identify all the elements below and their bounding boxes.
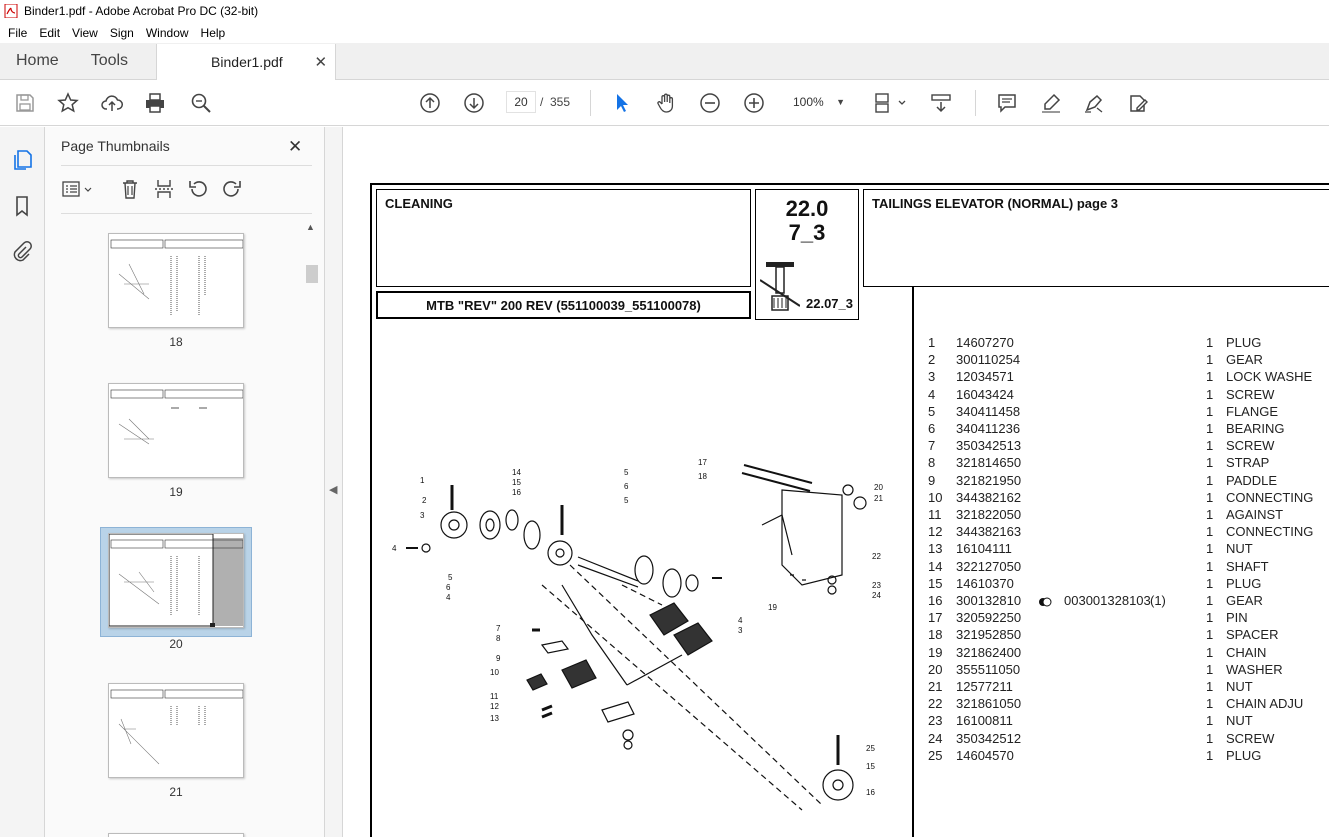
thumbnail-page-next[interactable]: [100, 833, 276, 837]
thumbnail-image: [108, 383, 244, 478]
description: CHAIN ADJU: [1226, 696, 1304, 712]
quantity: 1: [1206, 335, 1214, 350]
bookmarks-icon[interactable]: [11, 195, 33, 217]
item-number: 17: [928, 610, 943, 626]
menu-help[interactable]: Help: [200, 25, 226, 40]
description: PIN: [1226, 610, 1248, 626]
svg-text:11: 11: [490, 692, 499, 701]
part-symbol-icon: [760, 260, 800, 318]
part-number: 12577211: [956, 679, 1013, 694]
thumbnail-image: [108, 533, 244, 628]
item-number: 7: [928, 438, 936, 454]
pdf-page: [370, 183, 1329, 837]
description: SCREW: [1226, 386, 1275, 402]
svg-text:13: 13: [490, 714, 499, 723]
description: SCREW: [1226, 730, 1275, 746]
item-number: 3: [928, 369, 936, 385]
part-number: 14607270: [956, 335, 1014, 350]
edit-pdf-icon[interactable]: [1127, 92, 1149, 114]
description: SCREW: [1226, 438, 1275, 454]
toolbar: [0, 80, 1329, 126]
part-number: 14604570: [956, 747, 1014, 763]
group-code-box: [755, 189, 859, 320]
svg-text:17: 17: [698, 458, 707, 467]
tab-home[interactable]: Home: [16, 52, 59, 69]
thumbnail-page-18[interactable]: [100, 233, 276, 363]
sign-pen-icon[interactable]: [1083, 92, 1105, 114]
description: PADDLE: [1226, 472, 1278, 488]
svg-text:9: 9: [496, 654, 501, 663]
description: SHAFT: [1226, 558, 1269, 574]
rotate-left-icon[interactable]: [187, 177, 209, 201]
description: AGAINST: [1226, 507, 1284, 522]
description: CONNECTING: [1226, 489, 1314, 505]
quantity: 1: [1206, 489, 1214, 505]
quantity: 1: [1206, 747, 1214, 763]
item-number: 12: [928, 524, 943, 540]
quantity: 1: [1206, 679, 1214, 694]
item-number: 1: [928, 335, 936, 350]
description: SPACER: [1226, 627, 1279, 643]
item-number: 11: [928, 507, 942, 522]
part-number: 355511050: [956, 661, 1021, 677]
chevron-down-icon: ▼: [836, 97, 845, 107]
menu-window[interactable]: Window: [145, 25, 189, 40]
item-number: 2: [928, 352, 936, 368]
part-number: 16100811: [956, 713, 1013, 729]
svg-text:15: 15: [512, 478, 521, 487]
svg-text:16: 16: [512, 488, 521, 497]
svg-text:20: 20: [874, 483, 883, 492]
svg-text:16: 16: [866, 788, 875, 797]
thumbnail-label: 19: [169, 485, 183, 499]
svg-text:4: 4: [738, 616, 743, 625]
quantity: 1: [1206, 507, 1214, 522]
quantity: 1: [1206, 730, 1214, 746]
part-number: 320592250: [956, 610, 1022, 626]
part-number: 344382163: [956, 524, 1022, 540]
zoom-dropdown[interactable]: [787, 91, 851, 113]
bookmark-star-icon[interactable]: [57, 92, 79, 114]
svg-text:5: 5: [624, 468, 629, 477]
tab-document[interactable]: [156, 44, 336, 80]
toolbar-divider: [590, 90, 591, 116]
quantity: 1: [1206, 455, 1214, 471]
svg-text:22: 22: [872, 552, 881, 561]
next-page-icon[interactable]: [463, 92, 485, 114]
page-separator: /: [540, 95, 544, 109]
description: PLUG: [1226, 575, 1262, 591]
quantity: 1: [1206, 713, 1214, 729]
svg-text:3: 3: [738, 626, 743, 635]
description: PLUG: [1226, 747, 1262, 763]
tab-tools[interactable]: Tools: [90, 52, 129, 69]
zoom-value: 100%: [793, 95, 824, 109]
quantity: 1: [1206, 593, 1214, 608]
acrobat-icon: [4, 4, 18, 18]
comment-icon[interactable]: [996, 92, 1018, 114]
item-number: 16: [928, 593, 943, 608]
quantity: 1: [1206, 627, 1214, 643]
item-number: 10: [928, 489, 943, 505]
quantity: 1: [1206, 696, 1214, 712]
quantity: 1: [1206, 403, 1214, 419]
document-view[interactable]: [344, 127, 1329, 837]
attachments-icon[interactable]: [11, 241, 33, 263]
replacement-symbol-icon: [1038, 595, 1052, 605]
page-number-input[interactable]: 20: [506, 91, 536, 113]
tab-bar: [0, 43, 1329, 80]
page-display-icon[interactable]: [873, 92, 909, 114]
description: CHAIN: [1226, 644, 1267, 660]
panel-title: Page Thumbnails: [61, 138, 170, 154]
item-number: 4: [928, 386, 936, 402]
item-number: 8: [928, 455, 936, 471]
part-number: 340411236: [956, 421, 1021, 436]
description: NUT: [1226, 713, 1253, 729]
exploded-parts-diagram: [382, 455, 892, 815]
thumbnail-image: [108, 233, 244, 328]
panel-collapse-bar[interactable]: [325, 127, 343, 837]
svg-text:7: 7: [496, 624, 501, 633]
quantity: 1: [1206, 352, 1214, 368]
save-icon[interactable]: [14, 92, 36, 114]
part-number: 321814650: [956, 455, 1022, 471]
thumbnail-label: 20: [169, 637, 183, 651]
description: BEARING: [1226, 421, 1285, 436]
description: CONNECTING: [1226, 524, 1314, 540]
svg-text:10: 10: [490, 668, 499, 677]
options-menu-icon[interactable]: [61, 177, 95, 201]
print-icon[interactable]: [144, 92, 166, 114]
description: WASHER: [1226, 661, 1283, 677]
svg-text:23: 23: [872, 581, 881, 590]
description: NUT: [1226, 541, 1253, 557]
svg-text:2: 2: [422, 496, 427, 505]
thumbnail-page-21[interactable]: [100, 683, 276, 813]
item-number: 6: [928, 421, 936, 436]
select-cursor-icon[interactable]: [611, 92, 633, 114]
item-number: 19: [928, 644, 943, 660]
menu-sign[interactable]: Sign: [109, 25, 134, 40]
item-number: 21: [928, 679, 943, 694]
document-title: TAILINGS ELEVATOR (NORMAL) page 3: [872, 196, 1119, 211]
zoom-search-icon[interactable]: [190, 92, 212, 114]
part-number: 16043424: [956, 386, 1014, 402]
item-number: 22: [928, 696, 943, 712]
page-total: 355: [550, 95, 571, 109]
model-label: MTB "REV" 200 REV (551100039_551100078): [426, 298, 701, 313]
svg-text:12: 12: [490, 702, 499, 711]
item-number: 23: [928, 713, 943, 729]
svg-text:3: 3: [420, 511, 425, 520]
title-box: [863, 189, 1329, 287]
part-number: 340411458: [956, 403, 1021, 419]
quantity: 1: [1206, 472, 1214, 488]
zoom-in-icon[interactable]: [743, 92, 765, 114]
zoom-out-icon[interactable]: [699, 92, 721, 114]
svg-text:24: 24: [872, 591, 881, 600]
scroll-mode-icon[interactable]: [930, 92, 952, 114]
item-number: 25: [928, 747, 943, 763]
section-label: CLEANING: [385, 196, 453, 211]
column-divider: [912, 287, 914, 837]
title-bar: [0, 0, 1329, 22]
item-number: 20: [928, 661, 943, 677]
description: PLUG: [1226, 335, 1262, 350]
thumbnail-image: [108, 683, 244, 778]
quantity: 1: [1206, 661, 1214, 677]
svg-text:19: 19: [768, 603, 777, 612]
model-box: [376, 291, 751, 319]
item-number: 15: [928, 575, 943, 591]
menu-file[interactable]: File: [8, 25, 28, 40]
description: NUT: [1226, 679, 1253, 694]
quantity: 1: [1206, 575, 1214, 591]
svg-text:1: 1: [420, 476, 425, 485]
thumbnail-page-20[interactable]: [100, 527, 276, 657]
menu-view[interactable]: View: [72, 25, 98, 40]
quantity: 1: [1206, 644, 1214, 660]
part-number: 321862400: [956, 644, 1022, 660]
quantity: 1: [1206, 524, 1214, 540]
svg-text:6: 6: [446, 583, 451, 592]
thumbnail-scrollbar[interactable]: [303, 219, 319, 837]
item-number: 24: [928, 730, 943, 746]
part-number: 16104111: [956, 541, 1012, 557]
page-thumbnails-icon[interactable]: [11, 149, 33, 171]
group-code-line2: 7_3: [788, 220, 826, 245]
part-number: 300132810: [956, 593, 1022, 608]
part-number: 321821950: [956, 472, 1022, 488]
svg-text:21: 21: [874, 494, 883, 503]
thumbnail-image: [108, 833, 244, 837]
part-number: 12034571: [956, 369, 1014, 385]
quantity: 1: [1206, 438, 1214, 454]
svg-text:25: 25: [866, 744, 875, 753]
item-number: 14: [928, 558, 943, 574]
extract-page-icon[interactable]: [153, 177, 175, 201]
svg-text:5: 5: [448, 573, 453, 582]
close-tab-icon[interactable]: ✕: [314, 54, 328, 71]
delete-page-icon[interactable]: [119, 177, 141, 201]
part-number: 321952850: [956, 627, 1022, 643]
highlight-pen-icon[interactable]: [1040, 92, 1062, 114]
part-number: 321822050: [956, 507, 1022, 522]
svg-text:15: 15: [866, 762, 875, 771]
ref-code: 22.07_3: [806, 296, 853, 311]
replacement-part-number: 003001328103: [1064, 593, 1151, 608]
item-number: 5: [928, 403, 936, 419]
thumbnail-label: 21: [169, 785, 183, 799]
description: STRAP: [1226, 455, 1270, 471]
quantity: 1: [1206, 386, 1214, 402]
quantity: 1: [1206, 610, 1214, 626]
toolbar-divider: [975, 90, 976, 116]
tab-document-label: Binder1.pdf: [211, 54, 283, 70]
part-number: 14610370: [956, 575, 1014, 591]
description: GEAR: [1226, 593, 1263, 608]
hand-tool-icon[interactable]: [655, 92, 677, 114]
upload-cloud-icon[interactable]: [101, 92, 123, 114]
quantity: 1: [1206, 369, 1214, 385]
section-box: [376, 189, 751, 287]
thumbnail-page-19[interactable]: [100, 383, 276, 513]
svg-text:18: 18: [698, 472, 707, 481]
window-title: Binder1.pdf - Adobe Acrobat Pro DC (32-bit): [24, 4, 259, 18]
quantity: 1: [1206, 421, 1214, 436]
collapse-left-icon[interactable]: ◀: [329, 484, 338, 496]
menu-bar: [0, 22, 1329, 43]
panel-divider: [61, 213, 312, 214]
svg-text:8: 8: [496, 634, 501, 643]
description: LOCK WASHE: [1226, 369, 1313, 385]
item-number: 18: [928, 627, 943, 643]
part-number: 300110254: [956, 352, 1021, 368]
scroll-up-icon[interactable]: ▲: [306, 222, 315, 232]
svg-text:4: 4: [446, 593, 451, 602]
svg-text:14: 14: [512, 468, 521, 477]
part-number: 350342512: [956, 730, 1022, 746]
scrollbar-thumb[interactable]: [306, 265, 318, 283]
quantity: 1: [1206, 558, 1214, 574]
panel-divider: [61, 165, 312, 166]
part-number: 344382162: [956, 489, 1022, 505]
rotate-right-icon[interactable]: [221, 177, 243, 201]
svg-text:4: 4: [392, 544, 397, 553]
thumbnail-label: 18: [169, 335, 183, 349]
quantity: 1: [1206, 541, 1214, 557]
navigation-rail: [0, 127, 45, 837]
part-number: 350342513: [956, 438, 1022, 454]
item-number: 9: [928, 472, 936, 488]
svg-text:6: 6: [624, 482, 629, 491]
part-number: 322127050: [956, 558, 1022, 574]
group-code-line1: 22.0: [785, 196, 829, 221]
thumbnail-list: [45, 219, 303, 837]
page-thumbnails-panel: [45, 127, 325, 837]
item-number: 13: [928, 541, 943, 557]
menu-edit[interactable]: Edit: [39, 25, 61, 40]
previous-page-icon[interactable]: [419, 92, 441, 114]
svg-text:5: 5: [624, 496, 629, 505]
description: FLANGE: [1226, 403, 1279, 419]
part-number: 321861050: [956, 696, 1022, 712]
replacement-note: (1): [1150, 593, 1166, 608]
description: GEAR: [1226, 352, 1263, 368]
close-panel-icon[interactable]: ✕: [288, 137, 303, 156]
